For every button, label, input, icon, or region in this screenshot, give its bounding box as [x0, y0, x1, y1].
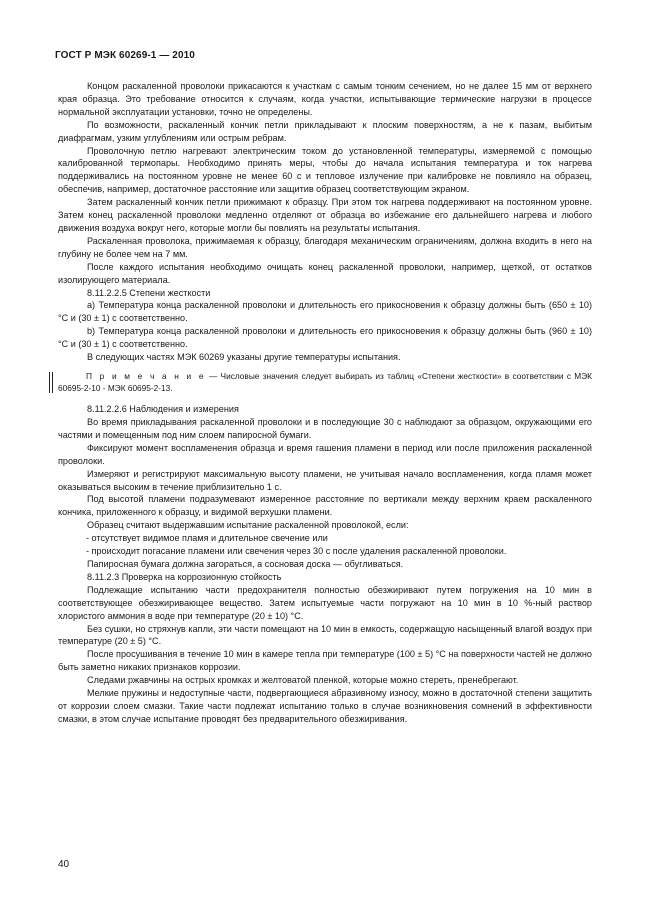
note-label: П р и м е ч а н и е — [86, 370, 206, 381]
note-text: — Числовые значения следует выбирать из таблиц «Степени жесткости» в соответствии с МЭК 60695-2-10 - МЭК 60695-2-13. — [58, 370, 592, 393]
paragraph: Мелкие пружины и недоступные части, подвергающиеся абразивному износу, можно в достаточной степени защитить от коррозии слоем смазки. Такие части подлежат испытанию только в случае возникновения сомнений в эффективности смазки, в этом случае испытание проводят без предварительного обезжиривания. — [58, 688, 592, 724]
paragraph: Без сушки, но стряхнув капли, эти части помещают на 10 мин в емкость, содержащую насыщенный влагой воздух при температуре (20 ± 5) °С. — [58, 623, 592, 647]
section-heading: 8.11.2.3 Проверка на коррозионную стойкость — [87, 571, 282, 582]
paragraph: a) Температура конца раскаленной проволоки и длительность его прикосновения к образцу должны быть (650 ± 10) °С и (30 ± 1) с соответственно. — [58, 300, 592, 324]
paragraph: Во время прикладывания раскаленной проволоки и в последующие 30 с наблюдают за образцом, окружающими его частями и помещенным под ним слоем папиросной бумаги. — [58, 417, 592, 440]
section-heading: 8.11.2.2.5 Степени жесткости — [87, 287, 211, 298]
paragraph: Под высотой пламени подразумевают измеренное расстояние по вертикали между верхним краем раскаленного кончика, приложенного к образцу, и видимой верхушки пламени. — [58, 494, 592, 518]
list-item: - отсутствует видимое пламя и длительное свечение или — [86, 533, 328, 544]
paragraph: По возможности, раскаленный кончик петли прикладывают к плоским поверхностям, а не к пазам, выбитым диафрагмам, узким углублениям или острым ребрам. — [58, 119, 592, 143]
paragraph: Образец считают выдержавшим испытание раскаленной проволокой, если: — [87, 520, 409, 531]
paragraph: Раскаленная проволока, прижимаемая к образцу, благодаря механическим ограничениям, должна входить в него на глубину не более чем на 7 мм. — [58, 235, 592, 259]
document-header: ГОСТ Р МЭК 60269-1 — 2010 — [55, 50, 195, 61]
paragraph: Фиксируют момент воспламенения образца и время гашения пламени в период или после приложения раскаленной проволоки. — [58, 442, 592, 466]
note-block — [58, 371, 592, 394]
page-number: 40 — [58, 859, 70, 870]
paragraph: После просушивания в течение 10 мин в камере тепла при температуре (100 ± 5) °С на поверхности частей не должно быть заметно никаких признаков коррозии. — [58, 649, 592, 673]
list-item: - происходит погасание пламени или свечения через 30 с после удаления раскаленной проволоки. — [86, 546, 507, 557]
paragraph: Проволочную петлю нагревают электрическим током до установленной температуры, измеряемой с помощью калиброванной термопары. Необходимо принять меры, чтобы до начала испытания температура и ток нагрева поддерживались на постоянном уровне не менее 60 с и тепловое излучение при калибровке не повлияло на образец, обеспечив, например, достаточное расстояние или защитив образец соответствующим экраном. — [58, 145, 592, 195]
revision-bars — [49, 372, 54, 393]
paragraph: Подлежащие испытанию части предохранителя полностью обезжиривают путем погружения на 10 мин в соответствующее обезжиривающее вещество. Затем испытуемые части погружают на 10 мин в 10 %-ный раствор хлористого аммония в воде при температуре (20 ± 10) °С. — [58, 584, 592, 621]
paragraph: Папиросная бумага должна загораться, а сосновая доска — обугливаться. — [87, 559, 404, 569]
paragraph: После каждого испытания необходимо очищать конец раскаленной проволоки, например, щеткой, от остатков изолирующего материала. — [58, 261, 592, 285]
paragraph: b) Температура конца раскаленной проволоки и длительность его прикосновения к образцу должны быть (960 ± 10) °С и (30 ± 1) с соответственно. — [58, 326, 592, 350]
section-heading: 8.11.2.2.6 Наблюдения и измерения — [87, 404, 239, 415]
document-body — [58, 80, 592, 726]
paragraph: Концом раскаленной проволоки прикасаются к участкам с самым тонким сечением, но не далее 15 мм от верхнего края образца. Это требование относится к случаям, когда участки, испытывающие термические нагрузки в процессе нормальной эксплуатации установки, точно не определены. — [58, 81, 592, 117]
paragraph: В следующих частях МЭК 60269 указаны другие температуры испытания. — [87, 352, 401, 363]
paragraph: Измеряют и регистрируют максимальную высоту пламени, не учитывая начало воспламенения, когда пламя может оказываться высоким в течение приблизительно 1 с. — [58, 468, 592, 492]
paragraph: Следами ржавчины на острых кромках и желтоватой пленкой, которые можно стереть, пренебрегают. — [87, 675, 519, 686]
paragraph: Затем раскаленный кончик петли прижимают к образцу. При этом ток нагрева поддерживают на постоянном уровне. Затем конец раскаленной проволоки медленно отделяют от образца во избежание его дальнейшего нагрева и любого движения воздуха вокруг него, которые могли бы повлиять на результаты испытания. — [58, 197, 592, 233]
